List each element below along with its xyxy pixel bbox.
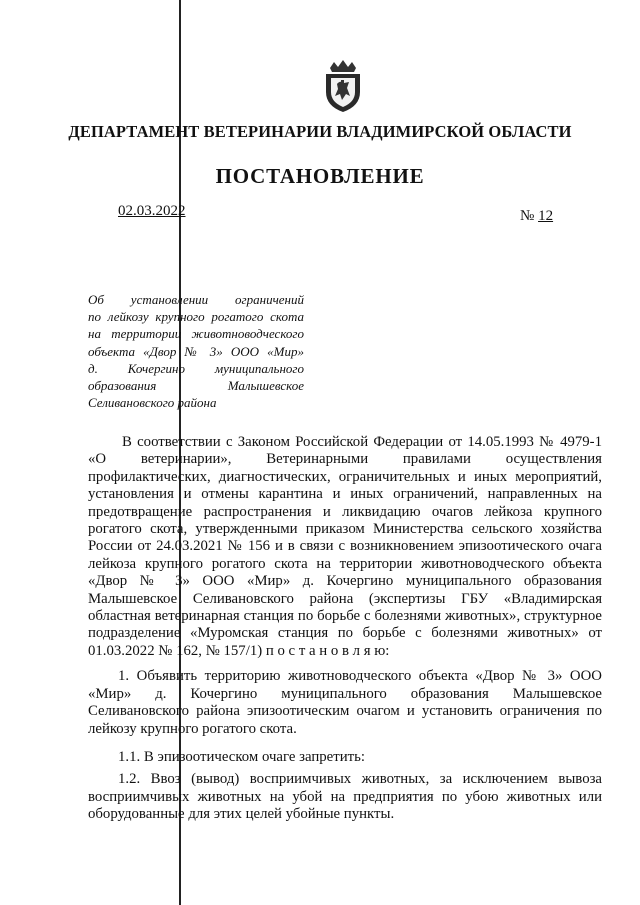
subject-line: по лейкозу крупного рогатого скота <box>88 309 304 325</box>
subject-line: на территории животноводческого <box>88 326 304 342</box>
subject-line: Селивановского района <box>88 395 217 411</box>
subject-line: объекта «Двор № 3» ООО «Мир» <box>88 343 304 359</box>
document-number <box>520 208 553 225</box>
item-1-2-paragraph: 1.2. Ввоз (вывод) восприимчивых животных, за исключением вывоза восприимчивых животных на убой на предприятия по убою животных или оборудованные для этих целей убойные пункты. <box>88 771 602 823</box>
subject-line: образования Малышевское <box>88 378 304 394</box>
item-1-1-paragraph: 1.1. В эпизоотическом очаге запретить: <box>118 748 365 765</box>
number-value: 12 <box>538 208 554 224</box>
subject-line: Об установлении ограничений <box>88 292 304 307</box>
number-prefix: № <box>520 208 535 224</box>
item-1-paragraph: 1. Объявить территорию животноводческого объекта «Двор № 3» ООО «Мир» д. Кочергино муниципального образования Малышевское Селивановского района эпизоотическим очагом и установить ограничения по лейкозу крупного рогатого скота. <box>88 668 602 737</box>
department-name: ДЕПАРТАМЕНТ ВЕТЕРИНАРИИ ВЛАДИМИРСКОЙ ОБЛАСТИ <box>68 122 572 141</box>
subject-block <box>88 291 304 411</box>
document-type-title: ПОСТАНОВЛЕНИЕ <box>215 164 425 188</box>
subject-line: д. Кочергино муниципального <box>88 360 304 376</box>
document-body <box>88 434 602 824</box>
intro-paragraph: В соответствии с Законом Российской Федерации от 14.05.1993 № 4979-1 «О ветеринарии», Ветеринарными правилами осуществления профилактических, диагностических, ограничительных и иных мероприятий, установления и отмены карантина и иных ограничений, направленных на предотвращение распространения и ликвидацию очагов лейкоза крупного рогатого скота, утвержденными приказом Министерства сельского хозяйства России от 24.03.2021 № 156 и в связи с возникновением эпизоотического очага лейкоза крупного рогатого скота на территории животноводческого объекта «Двор № 3» ООО «Мир» д. Кочергино муниципального образования Малышевское Селивановского района (экспертизы ГБУ «Владимирская областная ветеринарная станция по борьбе с болезнями животных», структурное подразделение «Муромская станция по борьбе с болезнями животных» от 01.03.2022 № 162, № 157/1) п о с т а н о в л я ю: <box>88 434 602 659</box>
coat-of-arms-icon <box>320 58 366 114</box>
document-date: 02.03.2022 <box>118 203 186 219</box>
